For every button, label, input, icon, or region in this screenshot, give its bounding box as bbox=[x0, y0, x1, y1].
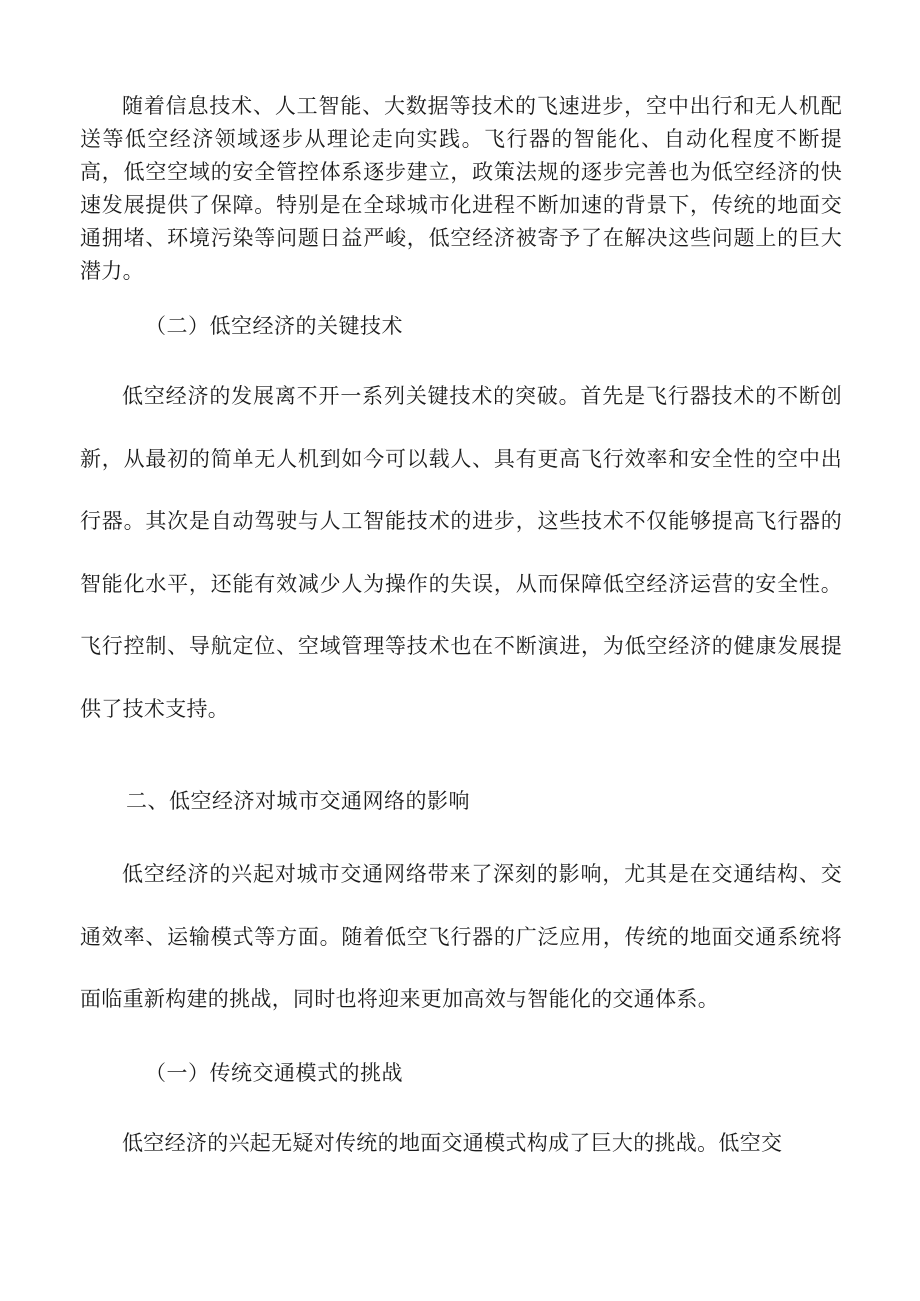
section-heading-traffic-impact: 二、低空经济对城市交通网络的影响 bbox=[126, 789, 470, 813]
subheading-traditional-challenge: （一）传统交通模式的挑战 bbox=[145, 1061, 403, 1085]
paragraph-intro: 随着信息技术、人工智能、大数据等技术的飞速进步，空中出行和无人机配送等低空经济领域逐步从理论走向实践。飞行器的智能化、自动化程度不断提高，低空空域的安全管控体系逐步建立，政策法规的逐步完善也为低空经济的快速发展提供了保障。特别是在全球城市化进程不断加速的背景下，传统的地面交通拥堵、环境污染等问题日益严峻，低空经济被寄予了在解决这些问题上的巨大潜力。 bbox=[80, 94, 842, 283]
subheading-key-technologies: （二）低空经济的关键技术 bbox=[145, 314, 403, 338]
paragraph-key-technologies: 低空经济的发展离不开一系列关键技术的突破。首先是飞行器技术的不断创新，从最初的简单无人机到如今可以载人、具有更高飞行效率和安全性的空中出行器。其次是自动驾驶与人工智能技术的进步，这些技术不仅能够提高飞行器的智能化水平，还能有效减少人为操作的失误，从而保障低空经济运营的安全性。飞行控制、导航定位、空域管理等技术也在不断演进，为低空经济的健康发展提供了技术支持。 bbox=[80, 384, 842, 721]
paragraph-traffic-impact: 低空经济的兴起对城市交通网络带来了深刻的影响，尤其是在交通结构、交通效率、运输模式等方面。随着低空飞行器的广泛应用，传统的地面交通系统将面临重新构建的挑战，同时也将迎来更加高效与智能化的交通体系。 bbox=[80, 862, 842, 1011]
paragraph-traditional-challenge: 低空经济的兴起无疑对传统的地面交通模式构成了巨大的挑战。低空交 bbox=[122, 1131, 783, 1155]
